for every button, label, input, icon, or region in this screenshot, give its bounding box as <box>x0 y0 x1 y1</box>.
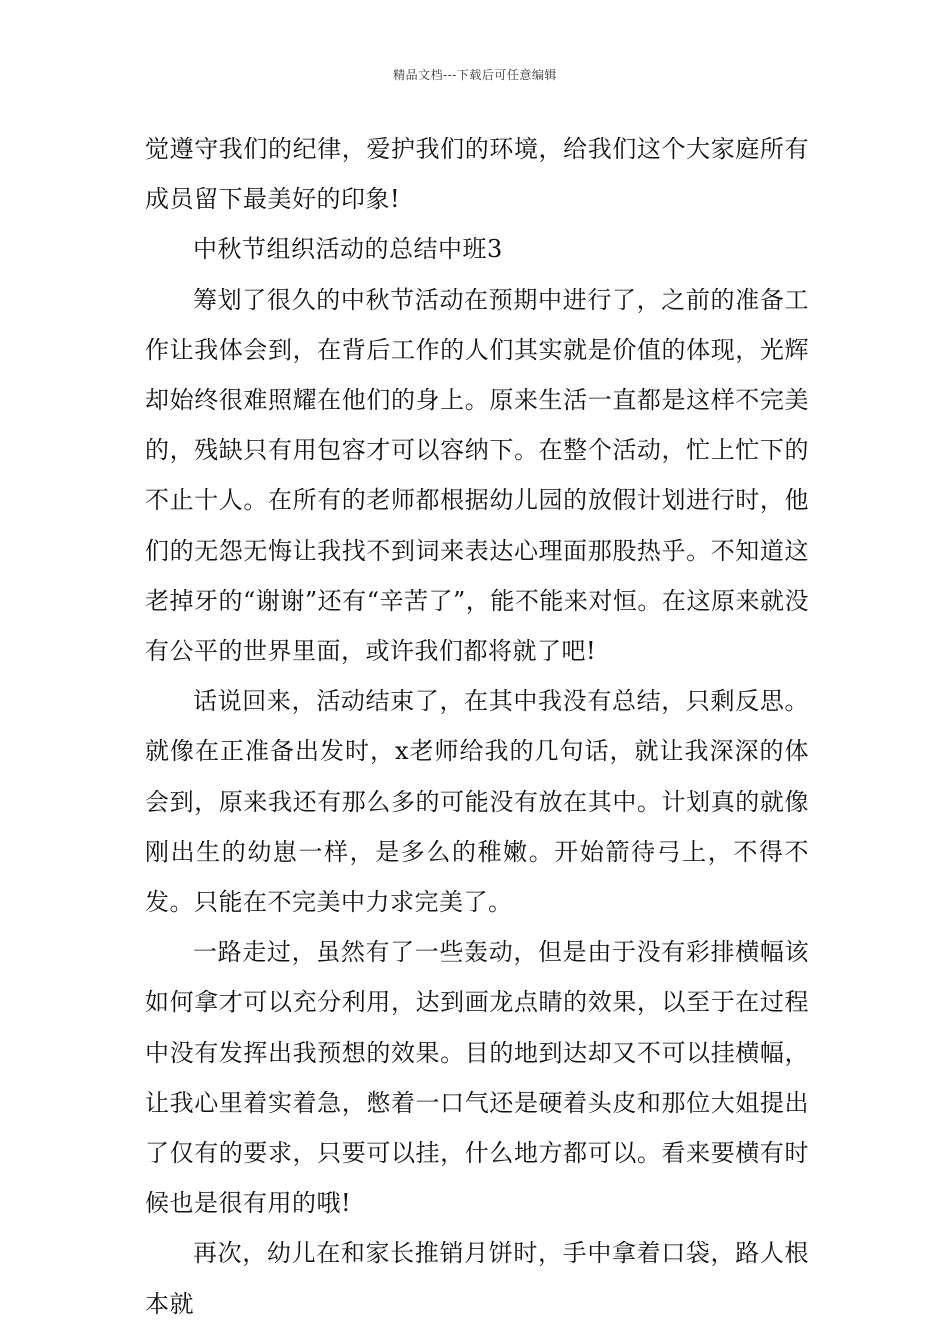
paragraph-banner: 一路走过，虽然有了一些轰动，但是由于没有彩排横幅该如何拿才可以充分利用，达到画龙点睛的效果，以至于在过程中没有发挥出我预想的效果。目的地到达却又不可以挂横幅，让我心里着实着急，憋着一口气还是硬着头皮和那位大姐提出了仅有的要求，只要可以挂，什么地方都可以。看来要横有时候也是很有用的哦! <box>145 938 809 1218</box>
paragraph-planning: 筹划了很久的中秋节活动在预期中进行了，之前的准备工作让我体会到，在背后工作的人们其实就是价值的体现，光辉却始终很难照耀在他们的身上。原来生活一直都是这样不完美的，残缺只有用包容才可以容纳下。在整个活动，忙上忙下的不止十人。在所有的老师都根据幼儿园的放假计划进行时，他们的无怨无悔让我找不到词来表达心理面那股热乎。不知道这老掉牙的“谢谢”还有“辛苦了”，能不能来对恒。在这原来就没有公平的世界里面，或许我们都将就了吧! <box>145 285 809 666</box>
paragraph-mooncake-sales: 再次，幼儿在和家长推销月饼时，手中拿着口袋，路人根本就 <box>145 1239 809 1318</box>
paragraph-reflection: 话说回来，活动结束了，在其中我没有总结，只剩反思。就像在正准备出发时，x老师给我的几句话，就让我深深的体会到，原来我还有那么多的可能没有放在其中。计划真的就像刚出生的幼崽一样，是多么的稚嫩。开始箭待弓上，不得不发。只能在不完美中力求完美了。 <box>145 687 809 917</box>
section-title: 中秋节组织活动的总结中班3 <box>193 235 503 264</box>
page-header: 精品文档---下载后可任意编辑 <box>393 68 557 82</box>
paragraph-continuation: 觉遵守我们的纪律，爱护我们的环境，给我们这个大家庭所有成员留下最美好的印象! <box>145 135 809 214</box>
document-body <box>145 124 809 1329</box>
